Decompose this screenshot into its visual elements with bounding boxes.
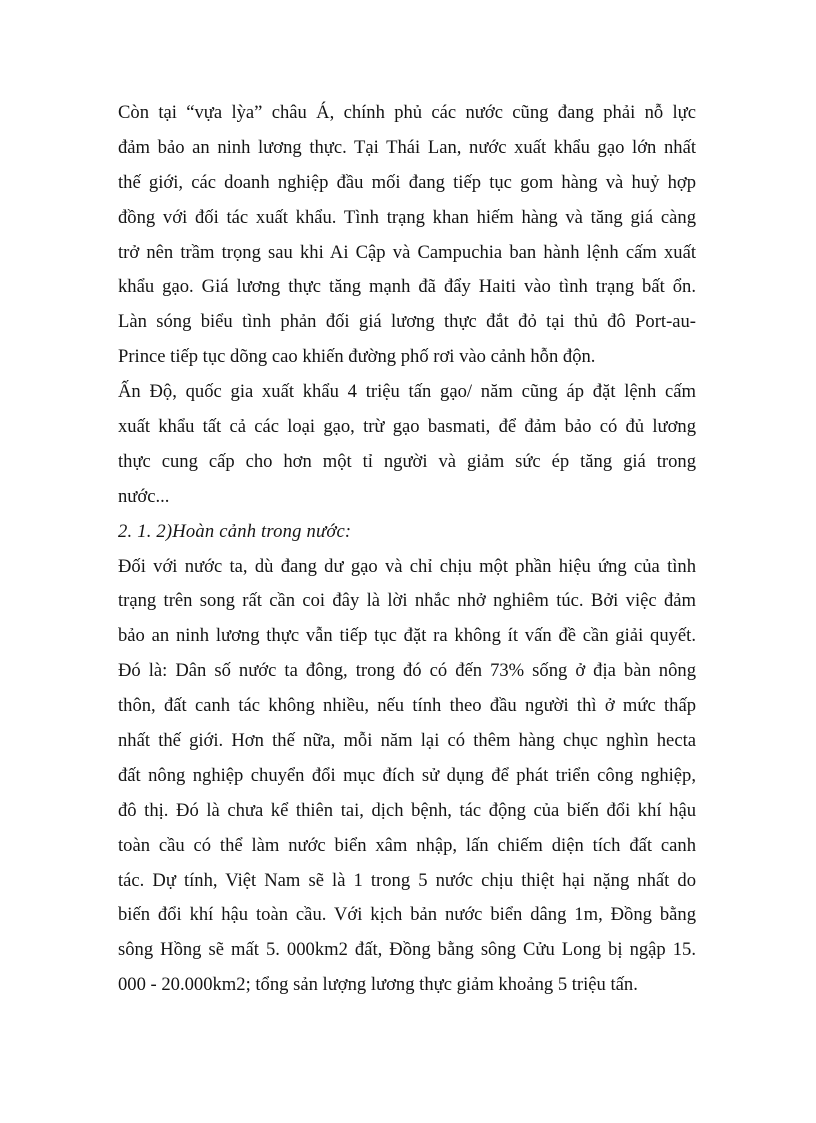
paragraph-1 (118, 96, 696, 375)
text-line: đất nông nghiệp chuyển đổi mục đích sử dụng để phát triển công nghiệp, (118, 764, 696, 786)
text-line: Làn sóng biểu tình phản đối giá lương thực đắt đỏ tại thủ đô Port-au- (118, 311, 696, 333)
text-line: Ấn Độ, quốc gia xuất khẩu 4 triệu tấn gạo/ năm cũng áp đặt lệnh cấm (118, 381, 696, 403)
text-line: nhất thế giới. Hơn thế nữa, mỗi năm lại có thêm hàng chục nghìn hecta (118, 730, 696, 752)
text-line: Còn tại “vựa lỳa” châu Á, chính phủ các nước cũng đang phải nỗ lực (118, 102, 696, 123)
text-line: sông Hồng sẽ mất 5. 000km2 đất, Đồng bằng sông Cửu Long bị ngập 15. (118, 939, 696, 961)
text-line: đô thị. Đó là chưa kể thiên tai, dịch bệnh, tác động của biến đổi khí hậu (118, 799, 696, 821)
text-line: biến đổi khí hậu toàn cầu. Với kịch bản nước biển dâng 1m, Đồng bằng (118, 904, 696, 926)
text-line: Đối với nước ta, dù đang dư gạo và chỉ chịu một phần hiệu ứng của tình (118, 555, 696, 577)
text-line: xuất khẩu tất cả các loại gạo, trừ gạo basmati, để đảm bảo có đủ lương (118, 416, 696, 438)
text-line: thực cung cấp cho hơn một tỉ người và giảm sức ép tăng giá trong (118, 450, 696, 472)
text-line: đồng với đối tác xuất khẩu. Tình trạng khan hiếm hàng và tăng giá càng (118, 206, 696, 228)
text-line: nước... (118, 485, 170, 507)
document-body (118, 96, 696, 1003)
text-line: trở nên trầm trọng sau khi Ai Cập và Campuchia ban hành lệnh cấm xuất (118, 241, 696, 263)
paragraph-3 (118, 550, 696, 1004)
text-line: trạng trên song rất cần coi đây là lời nhắc nhở nghiêm túc. Bởi việc đảm (118, 590, 696, 612)
paragraph-2 (118, 375, 696, 515)
text-line: tác. Dự tính, Việt Nam sẽ là 1 trong 5 nước chịu thiệt hại nặng nhất do (118, 869, 696, 891)
section-heading: 2. 1. 2)Hoàn cảnh trong nước: (118, 520, 352, 542)
text-line: đảm bảo an ninh lương thực. Tại Thái Lan, nước xuất khẩu gạo lớn nhất (118, 136, 696, 158)
text-line: bảo an ninh lương thực vẫn tiếp tục đặt ra không ít vấn đề cần giải quyết. (118, 625, 696, 647)
text-line: 000 - 20.000km2; tổng sản lượng lương thực giảm khoảng 5 triệu tấn. (118, 974, 638, 996)
text-line: thế giới, các doanh nghiệp đầu mối đang tiếp tục gom hàng và huỷ hợp (118, 171, 696, 193)
text-line: toàn cầu có thể làm nước biển xâm nhập, lấn chiếm diện tích đất canh (118, 834, 696, 856)
text-line: khẩu gạo. Giá lương thực tăng mạnh đã đẩy Haiti vào tình trạng bất ổn. (118, 276, 696, 298)
text-line: thôn, đất canh tác không nhiều, nếu tính theo đầu người thì ở mức thấp (118, 695, 696, 717)
text-line: Đó là: Dân số nước ta đông, trong đó có đến 73% sống ở địa bàn nông (118, 660, 696, 682)
text-line: Prince tiếp tục dõng cao khiến đường phố rơi vào cảnh hỗn độn. (118, 346, 596, 368)
